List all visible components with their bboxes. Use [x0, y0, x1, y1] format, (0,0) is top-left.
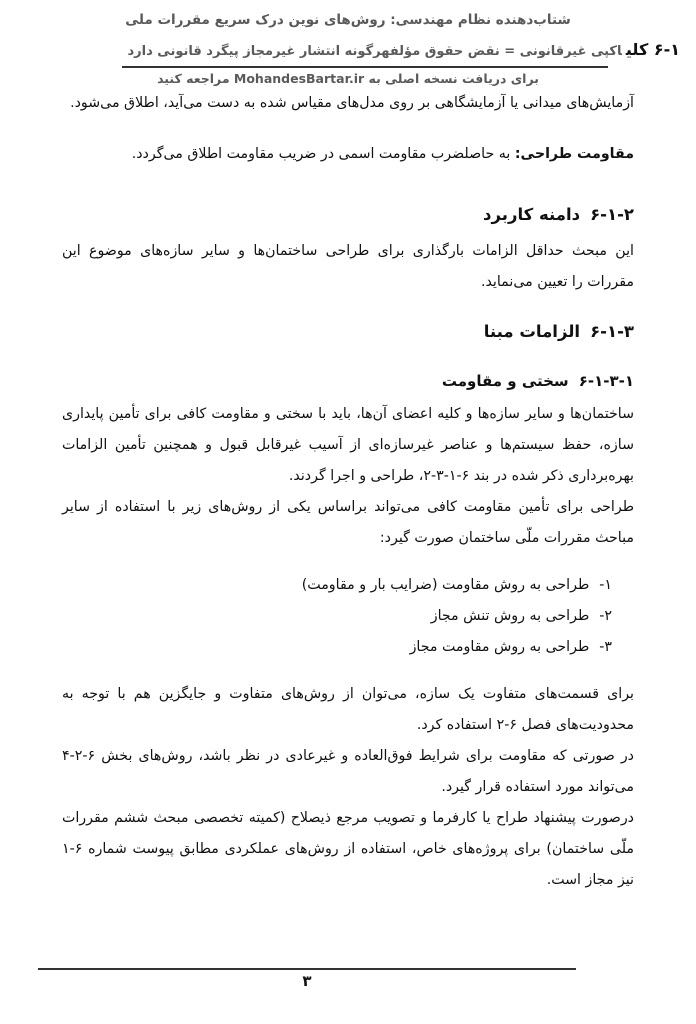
- list-index: ۱-: [599, 577, 612, 593]
- footer-rule: [38, 968, 576, 970]
- list-index: ۳-: [599, 639, 612, 655]
- book-title-watermark: شتاب‌دهنده نظام مهندسی: روش‌های نوین درک سریع مقررات ملی: [125, 12, 571, 28]
- website-watermark: برای دریافت نسخه اصلی به MohandesBartar.ir مراجعه کنید: [157, 71, 539, 86]
- list-text: طراحی به روش تنش مجاز: [430, 608, 590, 624]
- page-body: [62, 88, 634, 119]
- section-number: ۶-۱-۲: [590, 205, 634, 224]
- definition-term: مقاومت طراحی:: [514, 146, 634, 162]
- section-heading-basic: [62, 316, 634, 347]
- section-scope: [62, 199, 634, 298]
- section-title: دامنه کاربرد: [483, 205, 581, 224]
- list-item: [62, 601, 612, 632]
- list-item: [62, 570, 612, 601]
- chapter-header: [120, 40, 680, 59]
- design-methods-list: [62, 570, 634, 663]
- list-text: طراحی به روش مقاومت (ضرایب بار و مقاومت): [301, 577, 590, 593]
- header-rule: [122, 66, 608, 68]
- intro-tail-paragraph: آزمایش‌های میدانی یا آزمایشگاهی بر روی مدل‌های مقیاس شده به دست می‌آید، اطلاق می‌شود.: [70, 95, 634, 111]
- subsection-heading: [62, 366, 634, 397]
- stiffness-paragraph-3: برای قسمت‌های متفاوت یک سازه، می‌توان از روش‌های متفاوت و جایگزین هم با توجه به محدودیت‌های فصل ۶-۲ استفاده کرد.: [62, 686, 634, 733]
- section-heading-scope: [62, 199, 634, 230]
- subsection-title: سختی و مقاومت: [441, 372, 569, 390]
- list-index: ۲-: [599, 608, 612, 624]
- page-number: ۳: [302, 972, 312, 990]
- stiffness-paragraph-2: طراحی برای تأمین مقاومت کافی می‌تواند براساس یکی از روش‌های زیر با استفاده از سایر مباحث مقررات ملّی ساختمان صورت گیرد:: [62, 499, 634, 546]
- stiffness-paragraph-1: ساختمان‌ها و سایر سازه‌ها و کلیه اعضای آن‌ها، باید با سختی و مقاومت کافی برای تأمین پایداری سازه، حفظ سیستم‌ها و عناصر غیرسازه‌ای از آسیب غیرقابل قبول و همچنین تأمین الزامات بهره‌برداری ذکر شده در بند ۶-۱-۳-۲، طراحی و اجرا گردند.: [62, 406, 634, 484]
- section-basic: [62, 316, 634, 347]
- stiffness-paragraph-4: در صورتی که مقاومت برای شرایط فوق‌العاده و غیرعادی در نظر باشد، روش‌های بخش ۶-۲-۴ می‌تواند مورد استفاده قرار گیرد.: [62, 748, 634, 795]
- copyright-watermark-2: هرگونه انتشار غیرمجاز پیگرد قانونی دارد: [127, 44, 390, 59]
- list-text: طراحی به روش مقاومت مجاز: [409, 639, 590, 655]
- subsection-number: ۶-۱-۳-۱: [578, 372, 634, 390]
- scope-paragraph: این مبحث حداقل الزامات بارگذاری برای طراحی ساختمان‌ها و سایر سازه‌های موضوع این مقررات را تعیین می‌نماید.: [62, 243, 634, 290]
- chapter-label: ۶-۱ کلی: [625, 40, 680, 59]
- definition-block: [62, 139, 634, 170]
- section-title: الزامات مبنا: [483, 322, 581, 341]
- stiffness-paragraph-5: درصورت پیشنهاد طراح یا کارفرما و تصویب مرجع ذیصلاح (کمیته تخصصی مبحث ششم مقررات ملّی ساختمان) برای پروژه‌های خاص، استفاده از روش‌های عملکردی مطابق پیوست شماره ۶-۱ نیز مجاز است.: [62, 810, 634, 888]
- section-number: ۶-۱-۳: [590, 322, 634, 341]
- copyright-watermark-1: اکپی غیرقانونی = نقض حقوق مؤلف: [389, 44, 622, 59]
- subsection-stiffness: [62, 366, 634, 896]
- list-item: [62, 632, 612, 663]
- definition-text: به حاصلضرب مقاومت اسمی در ضریب مقاومت اطلاق می‌گردد.: [131, 146, 515, 162]
- definition-paragraph: [62, 139, 634, 170]
